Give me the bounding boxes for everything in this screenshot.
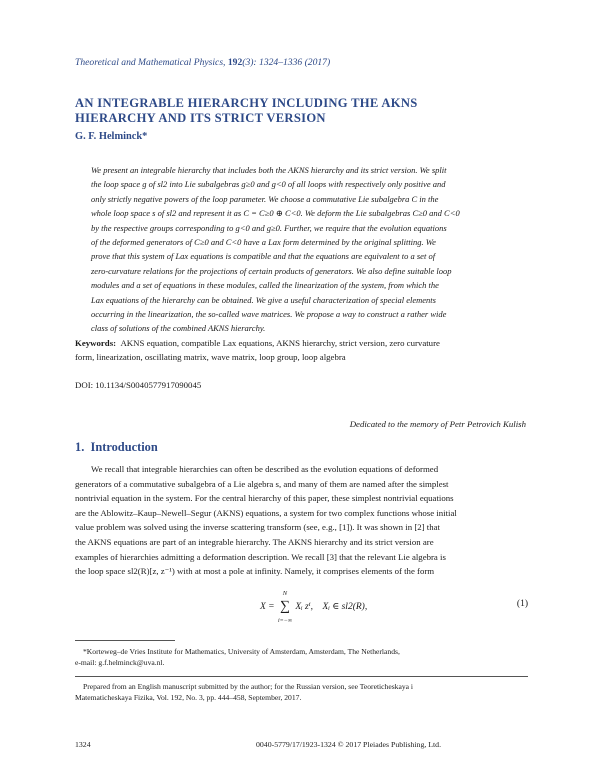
doi: DOI: 10.1134/S0040577917090045 [75,380,202,390]
journal-citation [75,57,330,68]
section-number: 1. [75,440,85,454]
equation-term: Xᵢ zⁱ, [295,602,314,613]
abstract-line: Lax equations of the hierarchy can be obtained. We give a useful characterization of special elements [91,294,436,305]
equation-body [260,590,368,624]
intro-line: generators of a commutative subalgebra of a Lie algebra s, and many of them are named after the simplest [75,478,449,489]
abstract-line: class of solutions of the combined AKNS hierarchy. [91,323,266,334]
prepared-note-divider [75,676,528,677]
journal-volume: 192 [227,57,243,68]
intro-line: nontrivial equation in the system. For the central hierarchy of this paper, these simplest nontrivial equations [75,493,454,504]
author-name: G. F. Helminck* [75,131,148,142]
abstract-line: only strictly negative powers of the loop parameter. We choose a commutative Lie subalgebra C in the [91,193,439,204]
copyright: 0040-5779/17/1923-1324 © 2017 Pleiades Publishing, Ltd. [256,740,442,749]
abstract-line: zero-curvature relations for the projections of certain products of generators. We also define suitable loop [91,265,452,276]
abstract-line: of the deformed generators of C≥0 and C<0 have a Lax form determined by the original splitting. We [91,237,436,248]
intro-line: value problem was solved using the inverse scattering transform (see, e.g., [1]). It was shown in [2] that [75,522,440,533]
summation-symbol: ∑ N i=−∞ [277,599,293,615]
prepared-note [75,681,528,703]
journal-issue-pages: (3): 1324–1336 (2017) [242,57,331,68]
introduction-paragraph [75,462,528,579]
intro-line: examples of hierarchies admitting a deformation description. We recall [3] that the relevant Lie algebra is [75,551,446,562]
keywords [75,336,528,365]
keywords-line: AKNS equation, compatible Lax equations, AKNS hierarchy, strict version, zero curvature [120,338,440,348]
abstract-line: occurring in the linearization, the so-called wave matrices. We propose a way to construct a rather wide [91,309,447,320]
title-line: AN INTEGRABLE HIERARCHY INCLUDING THE AKNS [75,96,418,110]
prepared-note-line: Prepared from an English manuscript submitted by the author; for the Russian version, see Teoreticheskaya i [83,682,413,691]
title-line: HIERARCHY AND ITS STRICT VERSION [75,111,326,125]
abstract-line: We present an integrable hierarchy that includes both the AKNS hierarchy and its strict version. We split [91,165,447,175]
footnote-divider [75,640,175,641]
prepared-note-line: Matematicheskaya Fizika, Vol. 192, No. 3, pp. 444–458, September, 2017. [75,693,302,702]
page-number: 1324 [75,740,91,749]
sum-upper-limit: N [282,590,288,597]
journal-name: Theoretical and Mathematical Physics, [75,57,226,68]
intro-line: We recall that integrable hierarchies can often be described as the evolution equations of deformed [91,464,439,474]
footnote-line: *Korteweg–de Vries Institute for Mathematics, University of Amsterdam, Amsterdam, The Netherlands, [83,647,400,656]
keywords-line: form, linearization, oscillating matrix, wave matrix, loop group, loop algebra [75,352,346,363]
footnote [75,646,528,668]
equation-1 [0,590,600,624]
dedication: Dedicated to the memory of Petr Petrovich Kulish [349,419,526,429]
equation-number: (1) [516,599,528,609]
section-heading [75,440,158,455]
equation-condition: Xᵢ ∈ sl2(R), [322,602,368,613]
section-title: Introduction [90,440,158,454]
abstract-line: whole loop space s of sl2 and represent it as C = C≥0 ⊕ C<0. We deform the Lie subalgebras C≥0 and C<0 [91,208,460,219]
intro-line: the loop space sl2(R)[z, z⁻¹) with at most a pole at infinity. Namely, it comprises elements of the form [75,566,435,577]
abstract-line: by the respective groups corresponding to g<0 and g≥0. Further, we require that the evolution equations [91,222,447,233]
abstract-line: prove that this system of Lax equations is compatible and that the equations are equivalent to a set of [91,251,436,262]
equation-lhs: X = [260,602,275,613]
paper-title [75,96,515,126]
footnote-line: e-mail: g.f.helminck@uva.nl. [75,658,165,667]
abstract [91,163,518,336]
abstract-line: modules and a set of equations in these modules, called the linearization of the system, from which the [91,280,439,291]
keywords-label: Keywords: [75,338,117,348]
abstract-line: the loop space g of sl2 into Lie subalgebras g≥0 and g<0 of all loops with respectively only positive and [91,179,446,190]
sum-lower-limit: i=−∞ [277,618,292,624]
intro-line: the AKNS equations are part of an integrable hierarchy. The AKNS hierarchy and its strict version are [75,536,434,547]
intro-line: are the Ablowitz–Kaup–Newell–Segur (AKNS) equations, a system for two complex functions whose initial [75,507,457,518]
